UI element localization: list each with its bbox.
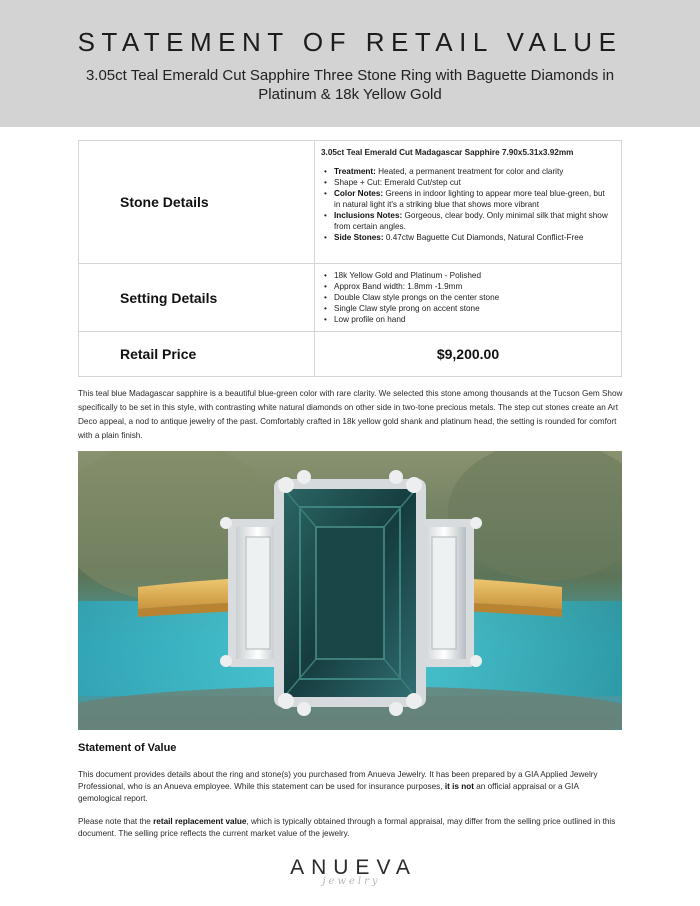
- prong: [220, 655, 232, 667]
- list-item: • Color Notes: Greens in indoor lighting to appear more teal blue-green, but in natural light it's a striking blue that shows more vibrant: [321, 188, 613, 210]
- setting-details-label: Setting Details: [79, 264, 315, 331]
- list-item: • Side Stones: 0.47ctw Baguette Cut Diamonds, Natural Conflict-Free: [321, 232, 613, 243]
- retail-price-row: [79, 332, 621, 376]
- header-banner: [0, 0, 700, 127]
- prong: [297, 470, 311, 484]
- setting-details-list: [321, 270, 613, 325]
- ring-illustration: [78, 451, 622, 730]
- retail-price-label: Retail Price: [79, 332, 315, 376]
- prong: [297, 702, 311, 716]
- statement-paragraph-2: Please note that the retail replacement value, which is typically obtained through a formal appraisal, may differ from the selling price outlined in this document. The selling price reflects the current market value of the jewelry.: [78, 817, 616, 838]
- logo-name: ANUEVA: [290, 856, 417, 879]
- prong: [389, 702, 403, 716]
- stone-heading: 3.05ct Teal Emerald Cut Madagascar Sapphire 7.90x5.31x3.92mm: [321, 148, 574, 157]
- setting-details-row: [79, 264, 621, 332]
- statement-heading: Statement of Value: [78, 742, 177, 754]
- retail-price-value: $9,200.00: [436, 345, 500, 362]
- prong: [389, 470, 403, 484]
- list-item: • Inclusions Notes: Gorgeous, clear body. Only minimal silk that might show from certain angles.: [321, 210, 613, 232]
- list-item: • Low profile on hand: [321, 314, 613, 325]
- statement-paragraph-1: This document provides details about the ring and stone(s) you purchased from Anueva Jewelry. It has been prepared by a GIA Applied Jewelry Professional, who is an Anueva employee. While this statement can be used for insurance purposes, it is not an official appraisal or a GIA gemological report.: [78, 770, 598, 803]
- stone-details-content: [315, 141, 621, 263]
- prong: [220, 517, 232, 529]
- list-item: • Treatment: Heated, a permanent treatment for color and clarity: [321, 166, 613, 177]
- prong: [406, 693, 422, 709]
- prong: [470, 655, 482, 667]
- stone-details-list: [321, 166, 613, 243]
- anueva-logo: [0, 856, 700, 887]
- prong: [278, 693, 294, 709]
- details-table: [78, 140, 622, 377]
- setting-details-content: [315, 264, 621, 331]
- ring-photo: [78, 451, 622, 730]
- list-item: • Approx Band width: 1.8mm -1.9mm: [321, 281, 613, 292]
- list-item: • Single Claw style prong on accent stone: [321, 303, 613, 314]
- page-subtitle: 3.05ct Teal Emerald Cut Sapphire Three Stone Ring with Baguette Diamonds in Platinum & 18k Yellow Gold: [85, 67, 615, 103]
- list-item: • Shape + Cut: Emerald Cut/step cut: [321, 177, 613, 188]
- list-item: • 18k Yellow Gold and Platinum - Polished: [321, 270, 613, 281]
- logo-subtitle: jewelry: [322, 876, 381, 887]
- prong: [278, 477, 294, 493]
- prong: [406, 477, 422, 493]
- page-title: STATEMENT OF RETAIL VALUE: [77, 27, 623, 57]
- list-item: • Double Claw style prongs on the center stone: [321, 292, 613, 303]
- stone-details-label: Stone Details: [79, 141, 315, 263]
- stone-details-row: [79, 141, 621, 264]
- ring-description: This teal blue Madagascar sapphire is a beautiful blue-green color with rare clarity. We selected this stone among thousands at the Tucson Gem Show specifically to be set in this style, with contrasting white natural diamonds on other side in two-tone precious metals. The step cut stones create an Art Deco appeal, a nod to antique jewelry of the past. Comfortably crafted in 18k yellow gold shank and platinum head, the setting is rounded for comfort with a plain finish.: [78, 389, 623, 440]
- prong: [470, 517, 482, 529]
